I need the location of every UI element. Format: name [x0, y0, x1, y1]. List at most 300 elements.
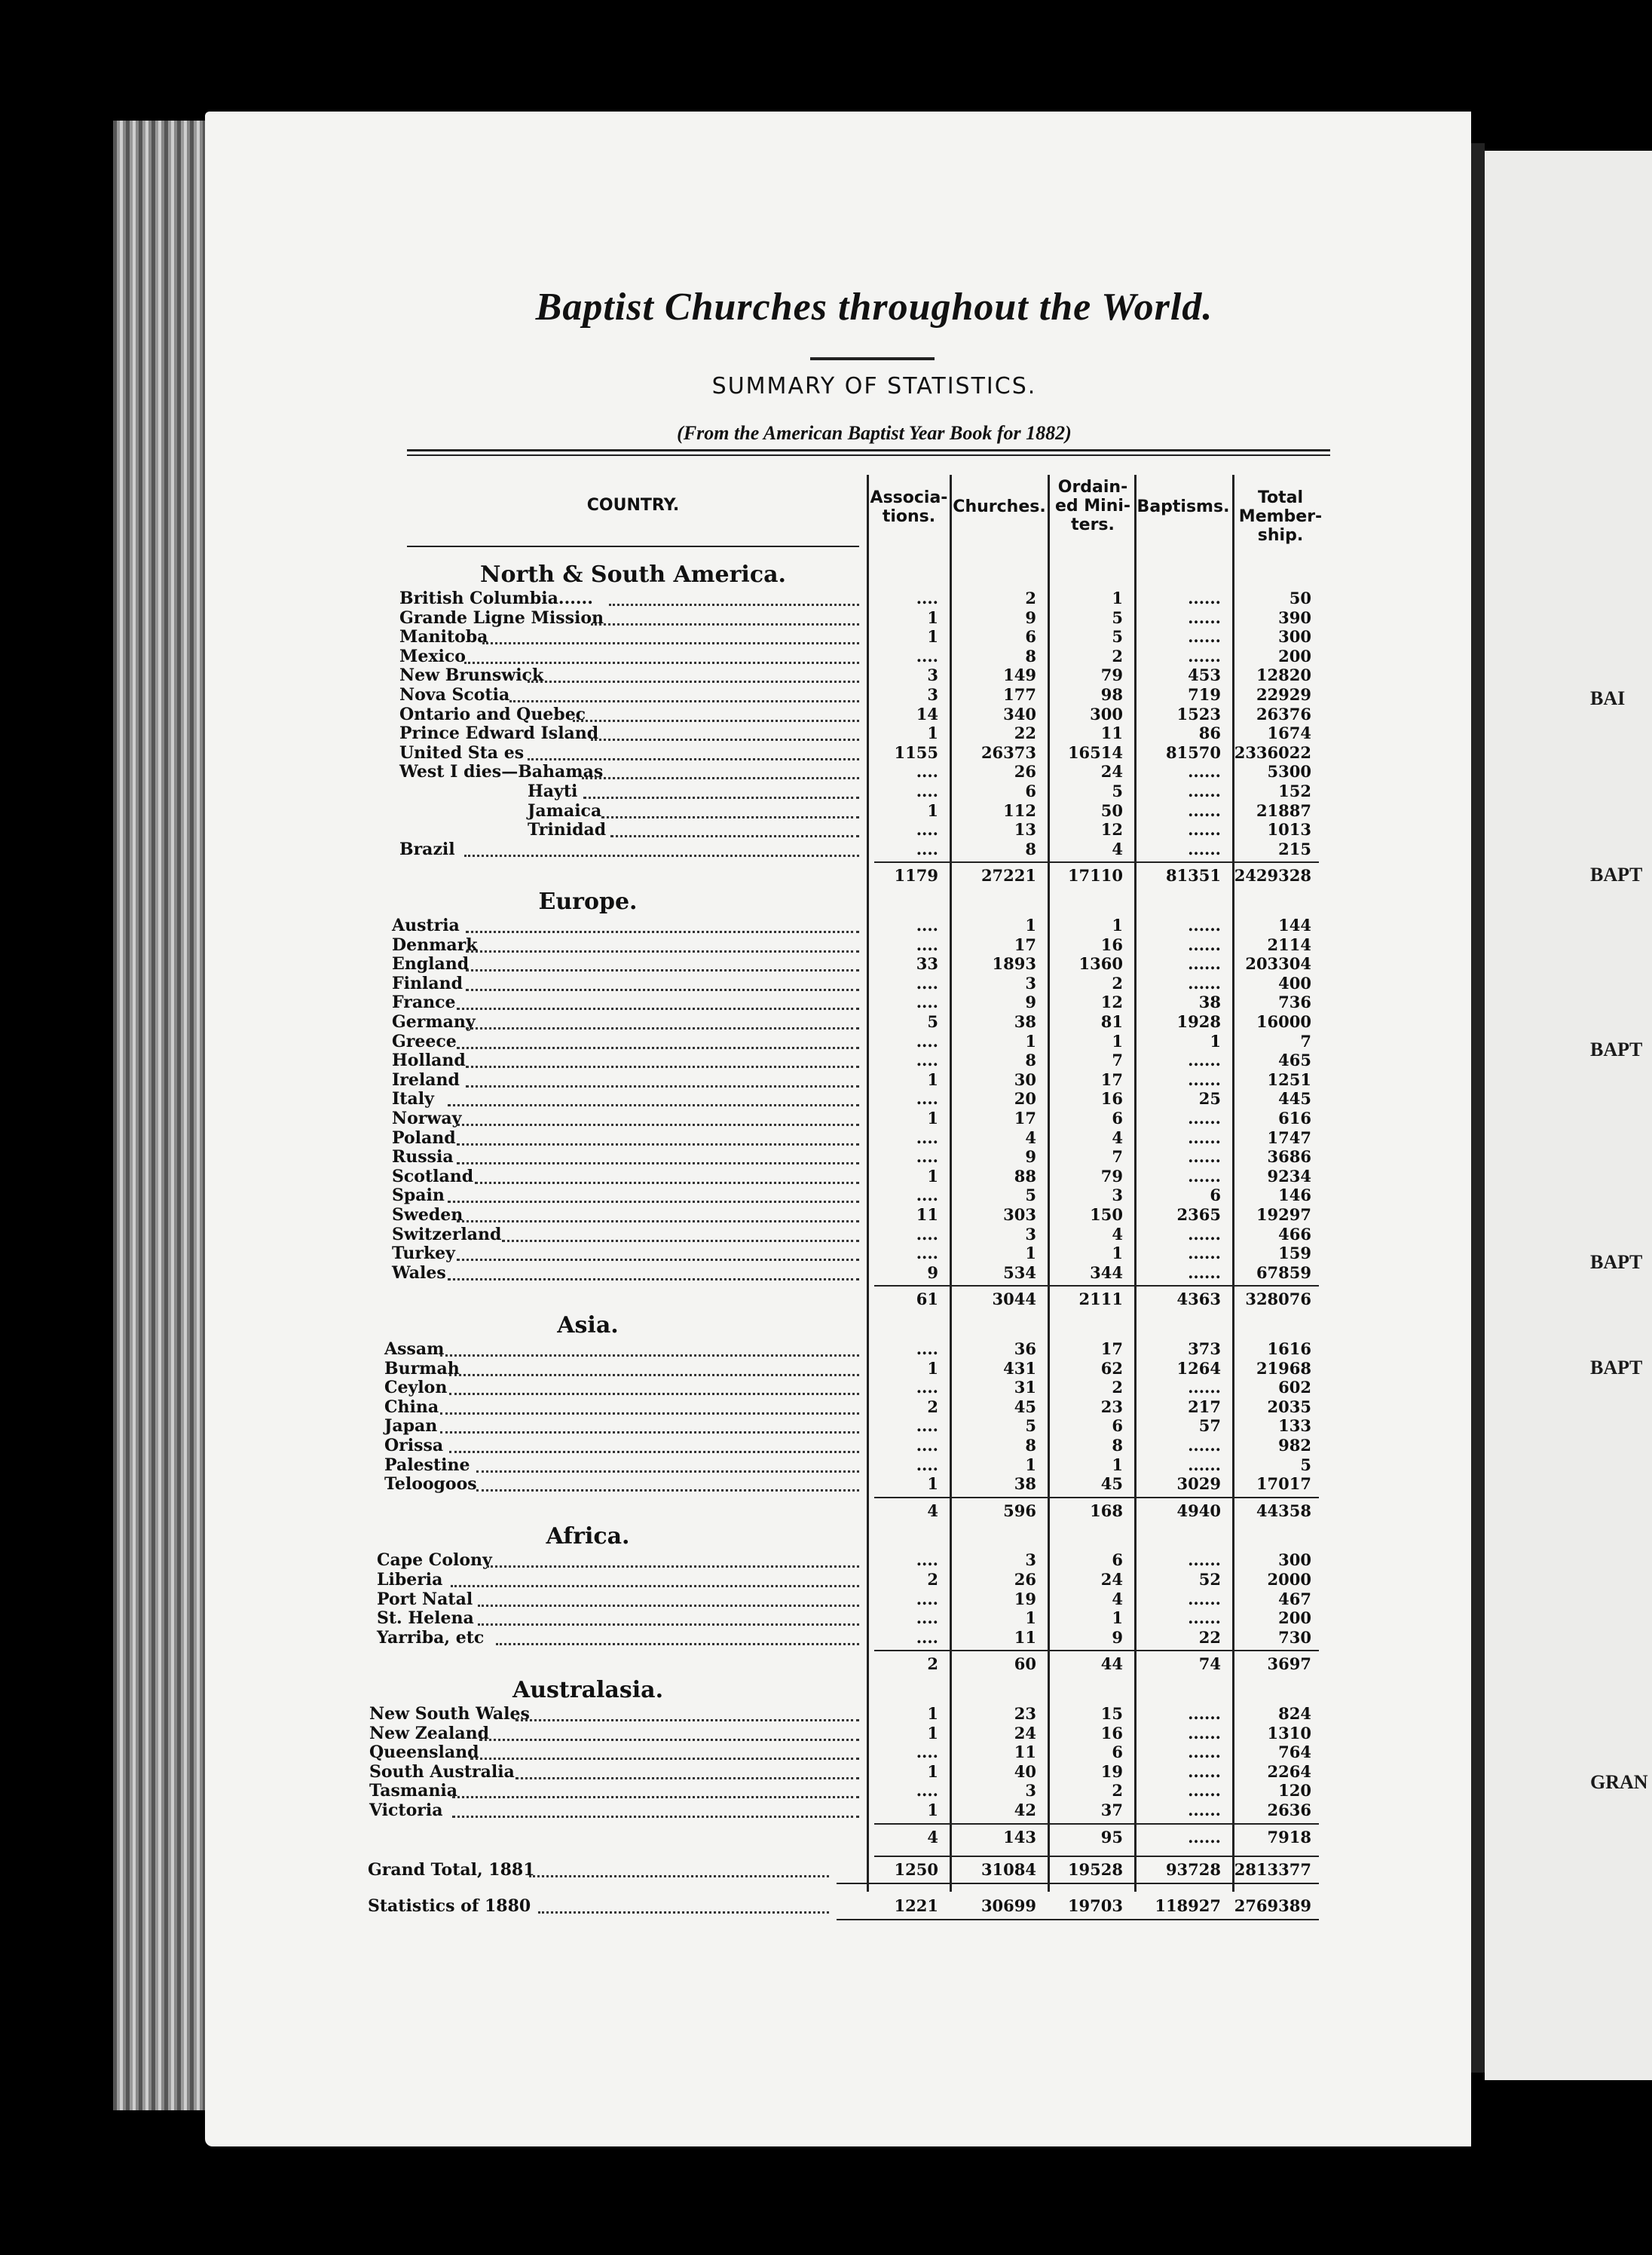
cell-m: 23 — [1100, 1397, 1123, 1416]
cell-m: 3 — [1112, 1186, 1123, 1205]
cell-t: 21887 — [1256, 800, 1311, 820]
cell-c: 3044 — [992, 1290, 1036, 1309]
page-title: Baptist Churches throughout the World. — [535, 286, 1213, 329]
cell-m: 16 — [1100, 935, 1123, 954]
cell-t: 982 — [1278, 1436, 1311, 1455]
cell-t: 400 — [1278, 973, 1311, 993]
cell-c: 1 — [1025, 1608, 1036, 1628]
cell-b: ...... — [1188, 589, 1221, 607]
cell-b: ...... — [1188, 1455, 1221, 1474]
cell-b: ...... — [1188, 1244, 1221, 1263]
cell-t: 2636 — [1267, 1801, 1311, 1819]
cell-b: 1 — [1210, 1031, 1221, 1051]
cell-c: 11 — [1014, 1742, 1036, 1762]
cell-m: 4 — [1112, 1224, 1123, 1244]
cell-c: 40 — [1014, 1761, 1036, 1781]
cell-c: 9 — [1025, 993, 1036, 1012]
cell-b: ...... — [1188, 1589, 1221, 1608]
adjacent-page-fragment: BAPT — [1590, 1357, 1643, 1378]
cell-c: 3 — [1025, 1224, 1036, 1244]
row-rule — [837, 1883, 1319, 1884]
cell-m: 4 — [1112, 839, 1123, 858]
country-name: Tasmania — [369, 1781, 458, 1801]
cell-c: 431 — [1003, 1358, 1036, 1378]
cell-b: ...... — [1188, 954, 1221, 974]
cell-a: 14 — [916, 704, 938, 724]
cell-m: 24 — [1100, 1570, 1123, 1589]
country-name: Port Natal — [377, 1589, 473, 1609]
country-name: Russia — [392, 1147, 454, 1167]
cell-c: 1893 — [992, 954, 1036, 974]
cell-m: 1 — [1112, 1031, 1123, 1051]
cell-c: 534 — [1003, 1262, 1036, 1282]
cell-b: 4363 — [1176, 1290, 1221, 1309]
cell-c: 88 — [1014, 1166, 1036, 1186]
cell-a: 1 — [927, 1761, 938, 1781]
cell-a: .... — [916, 1455, 938, 1474]
cell-b: ...... — [1188, 973, 1221, 993]
cell-a: .... — [916, 1378, 938, 1397]
cell-t: 730 — [1278, 1627, 1311, 1647]
cell-c: 45 — [1014, 1397, 1036, 1416]
cell-a: .... — [916, 1244, 938, 1263]
country-name: Finland — [392, 973, 463, 993]
cell-c: 27221 — [980, 866, 1036, 886]
cell-a: .... — [916, 1781, 938, 1801]
country-name: United Sta es — [399, 742, 525, 763]
cell-a: 1 — [927, 800, 938, 820]
cell-c: 3 — [1025, 1550, 1036, 1570]
table-top-rule — [407, 449, 1330, 451]
cell-m: 16514 — [1067, 742, 1123, 762]
cell-c: 38 — [1014, 1474, 1036, 1494]
cell-t: 390 — [1278, 607, 1311, 627]
cell-b: ...... — [1188, 762, 1221, 782]
cell-m: 16 — [1100, 1089, 1123, 1109]
cell-b: 1928 — [1176, 1012, 1221, 1031]
cell-t: 215 — [1278, 839, 1311, 858]
column-header-ministers: Ordain- ed Mini- ters. — [1054, 478, 1131, 534]
cell-t: 300 — [1278, 1550, 1311, 1570]
cell-a: .... — [916, 1627, 938, 1647]
cell-b: ...... — [1188, 1723, 1221, 1742]
cell-t: 200 — [1278, 1608, 1311, 1628]
cell-t: 300 — [1278, 627, 1311, 647]
cell-m: 6 — [1112, 1109, 1123, 1128]
cell-b: 93728 — [1165, 1860, 1221, 1880]
cell-a: .... — [916, 589, 938, 607]
cell-m: 1 — [1112, 1608, 1123, 1628]
cell-t: 44358 — [1256, 1501, 1311, 1520]
cell-b: 38 — [1198, 993, 1221, 1012]
country-name: Palestine — [384, 1455, 470, 1475]
country-name: Hayti — [528, 782, 578, 801]
cell-t: 1674 — [1267, 724, 1311, 743]
cell-b: 6 — [1210, 1186, 1221, 1205]
cell-c: 42 — [1014, 1801, 1036, 1819]
cell-a: 1250 — [894, 1860, 938, 1880]
row-rule — [837, 1919, 1319, 1920]
source-note: (From the American Baptist Year Book for 1882) — [677, 422, 1072, 444]
cell-c: 20 — [1014, 1089, 1036, 1109]
cell-c: 1 — [1025, 1031, 1036, 1051]
cell-b: 74 — [1198, 1654, 1221, 1674]
country-name: Orissa — [384, 1436, 444, 1455]
cell-b: 22 — [1198, 1627, 1221, 1647]
cell-t: 159 — [1278, 1244, 1311, 1263]
cell-t: 22929 — [1256, 685, 1311, 704]
country-name: Prince Edward Island — [399, 724, 599, 744]
cell-b: ...... — [1188, 1781, 1221, 1801]
cell-c: 30699 — [980, 1896, 1036, 1916]
country-name: Japan — [384, 1416, 438, 1437]
adjacent-page-fragment: BAI — [1590, 687, 1626, 709]
country-name: Burmah — [384, 1358, 460, 1378]
cell-c: 17 — [1014, 1109, 1036, 1128]
cell-b: ...... — [1188, 1166, 1221, 1186]
cell-b: 4940 — [1176, 1501, 1221, 1520]
cell-c: 112 — [1003, 800, 1036, 820]
table-top-rule-2 — [407, 454, 1330, 456]
book-page-edges — [113, 121, 211, 2110]
cell-t: 2114 — [1267, 935, 1311, 954]
cell-b: 86 — [1198, 724, 1221, 743]
cell-t: 16000 — [1256, 1012, 1311, 1031]
cell-a: 1 — [927, 1474, 938, 1494]
cell-a: .... — [916, 1051, 938, 1070]
cell-a: .... — [916, 993, 938, 1012]
cell-b: ...... — [1188, 1801, 1221, 1819]
cell-c: 143 — [1003, 1827, 1036, 1847]
cell-t: 824 — [1278, 1704, 1311, 1723]
cell-t: 144 — [1278, 916, 1311, 935]
cell-a: 33 — [916, 954, 938, 974]
cell-c: 1 — [1025, 1455, 1036, 1474]
cell-c: 340 — [1003, 704, 1036, 724]
country-name: Holland — [392, 1051, 466, 1071]
cell-a: 61 — [916, 1290, 938, 1309]
cell-c: 26 — [1014, 762, 1036, 782]
cell-t: 5 — [1300, 1455, 1311, 1474]
cell-m: 19528 — [1067, 1860, 1123, 1880]
country-name: South Australia — [369, 1761, 515, 1782]
cell-m: 1 — [1112, 1244, 1123, 1263]
cell-t: 7918 — [1267, 1827, 1311, 1847]
cell-c: 4 — [1025, 1128, 1036, 1147]
cell-b: ...... — [1188, 782, 1221, 800]
leader-dots — [496, 1623, 859, 1645]
subtotal-rule — [874, 1285, 1319, 1287]
cell-a: .... — [916, 839, 938, 858]
country-name: Denmark — [392, 935, 478, 955]
cell-c: 149 — [1003, 665, 1036, 685]
cell-a: .... — [916, 1416, 938, 1436]
cell-m: 79 — [1100, 665, 1123, 685]
country-name: France — [392, 993, 456, 1013]
cell-a: .... — [916, 1186, 938, 1205]
cell-a: 5 — [927, 1012, 938, 1031]
adjacent-page-fragment: BAPT — [1590, 1251, 1643, 1273]
cell-m: 2111 — [1078, 1290, 1123, 1309]
cell-m: 16 — [1100, 1723, 1123, 1742]
cell-b: ...... — [1188, 1436, 1221, 1455]
country-name: Cape Colony — [377, 1550, 492, 1571]
cell-m: 344 — [1090, 1262, 1123, 1282]
cell-b: ...... — [1188, 800, 1221, 820]
grand-total-rule — [874, 1856, 1319, 1857]
leader-dots — [529, 1856, 829, 1877]
adjacent-page-fragment: BAPT — [1590, 864, 1643, 886]
cell-b: ...... — [1188, 1069, 1221, 1089]
country-name: Turkey — [392, 1244, 455, 1264]
cell-a: .... — [916, 973, 938, 993]
cell-t: 152 — [1278, 782, 1311, 800]
cell-b: 1264 — [1176, 1358, 1221, 1378]
country-name: Victoria — [369, 1801, 443, 1820]
cell-m: 1 — [1112, 916, 1123, 935]
cell-t: 2264 — [1267, 1761, 1311, 1781]
cell-a: .... — [916, 1339, 938, 1358]
cell-a: 11 — [916, 1205, 938, 1224]
cell-b: 81351 — [1165, 866, 1221, 886]
subtotal-rule — [874, 861, 1319, 863]
country-name: Ceylon — [384, 1378, 448, 1398]
cell-c: 11 — [1014, 1627, 1036, 1647]
cell-a: .... — [916, 782, 938, 800]
cell-m: 5 — [1112, 607, 1123, 627]
cell-b: ...... — [1188, 1608, 1221, 1628]
cell-b: 719 — [1188, 685, 1221, 704]
country-name: Poland — [392, 1128, 456, 1148]
cell-b: 453 — [1188, 665, 1221, 685]
cell-m: 6 — [1112, 1550, 1123, 1570]
cell-t: 466 — [1278, 1224, 1311, 1244]
cell-t: 19297 — [1256, 1205, 1311, 1224]
cell-m: 37 — [1100, 1801, 1123, 1819]
cell-m: 7 — [1112, 1147, 1123, 1167]
cell-c: 60 — [1014, 1654, 1036, 1674]
column-header-churches: Churches. — [953, 497, 1046, 516]
cell-t: 3697 — [1267, 1654, 1311, 1674]
country-name: West I dies—Bahamas — [399, 762, 604, 782]
cell-t: 2336022 — [1234, 742, 1311, 762]
cell-a: 3 — [927, 665, 938, 685]
cell-m: 1 — [1112, 589, 1123, 607]
cell-a: 1 — [927, 1166, 938, 1186]
cell-c: 1 — [1025, 916, 1036, 935]
cell-m: 45 — [1100, 1474, 1123, 1494]
column-header-baptisms: Baptisms. — [1137, 497, 1230, 516]
country-name: Manitoba — [399, 627, 488, 647]
cell-a: 9 — [927, 1262, 938, 1282]
cell-c: 38 — [1014, 1012, 1036, 1031]
cell-a: .... — [916, 916, 938, 935]
cell-a: .... — [916, 1742, 938, 1762]
cell-m: 24 — [1100, 762, 1123, 782]
country-name: Trinidad — [528, 820, 607, 840]
subtotal-rule — [874, 1497, 1319, 1498]
adjacent-page-fragment: BAPT — [1590, 1039, 1643, 1060]
country-name: Jamaica — [528, 800, 602, 821]
cell-t: 602 — [1278, 1378, 1311, 1397]
cell-a: .... — [916, 820, 938, 840]
cell-b: ...... — [1188, 1704, 1221, 1723]
country-name: British Columbia...... — [399, 589, 593, 608]
country-name: Greece — [392, 1031, 457, 1051]
cell-m: 12 — [1100, 993, 1123, 1012]
country-name: Queensland — [369, 1742, 479, 1763]
cell-b: ...... — [1188, 1147, 1221, 1167]
book-spine — [1471, 143, 1485, 2073]
cell-m: 4 — [1112, 1589, 1123, 1608]
leader-dots — [464, 835, 859, 857]
cell-c: 5 — [1025, 1186, 1036, 1205]
country-name: Austria — [392, 916, 460, 935]
cell-c: 3 — [1025, 1781, 1036, 1801]
cell-t: 3686 — [1267, 1147, 1311, 1167]
cell-m: 6 — [1112, 1742, 1123, 1762]
cell-c: 24 — [1014, 1723, 1036, 1742]
cell-c: 17 — [1014, 935, 1036, 954]
cell-a: 1179 — [894, 866, 938, 886]
cell-m: 15 — [1100, 1704, 1123, 1723]
cell-a: .... — [916, 1608, 938, 1628]
cell-c: 6 — [1025, 782, 1036, 800]
column-header-members: Total Member- ship. — [1238, 488, 1323, 545]
cell-c: 36 — [1014, 1339, 1036, 1358]
cell-m: 62 — [1100, 1358, 1123, 1378]
country-name: Mexico — [399, 646, 466, 666]
cell-a: 4 — [927, 1827, 938, 1847]
country-name: Italy — [392, 1089, 434, 1109]
cell-a: .... — [916, 1224, 938, 1244]
cell-b: ...... — [1188, 1761, 1221, 1781]
leader-dots — [476, 1470, 859, 1492]
cell-a: .... — [916, 1589, 938, 1608]
cell-t: 2429328 — [1234, 866, 1311, 886]
cell-a: 1 — [927, 1801, 938, 1819]
cell-a: 1 — [927, 724, 938, 743]
cell-a: .... — [916, 646, 938, 665]
cell-c: 31084 — [980, 1860, 1036, 1880]
cell-t: 2813377 — [1234, 1860, 1311, 1880]
cell-t: 467 — [1278, 1589, 1311, 1608]
cell-m: 17 — [1100, 1339, 1123, 1358]
cell-a: 1 — [927, 607, 938, 627]
cell-m: 5 — [1112, 627, 1123, 647]
country-name: Assam — [384, 1339, 445, 1359]
subtotal-rule — [874, 1823, 1319, 1825]
cell-c: 13 — [1014, 820, 1036, 840]
cell-m: 1 — [1112, 1455, 1123, 1474]
country-name: Norway — [392, 1109, 462, 1128]
cell-m: 17110 — [1067, 866, 1123, 886]
cell-t: 133 — [1278, 1416, 1311, 1436]
cell-a: .... — [916, 1031, 938, 1051]
cell-b: ...... — [1188, 820, 1221, 840]
cell-b: 25 — [1198, 1089, 1221, 1109]
cell-t: 328076 — [1245, 1290, 1311, 1309]
cell-m: 12 — [1100, 820, 1123, 840]
cell-b: 3029 — [1176, 1474, 1221, 1494]
column-header-country: COUNTRY. — [586, 496, 680, 515]
section-heading: Asia. — [557, 1312, 619, 1339]
cell-t: 5300 — [1267, 762, 1311, 782]
cell-t: 1747 — [1267, 1128, 1311, 1147]
subtotal-rule — [874, 1650, 1319, 1651]
cell-t: 21968 — [1256, 1358, 1311, 1378]
cell-m: 168 — [1090, 1501, 1123, 1520]
title-rule — [810, 357, 935, 360]
adjacent-page-fragment: GRAN — [1590, 1771, 1648, 1793]
cell-t: 146 — [1278, 1186, 1311, 1205]
cell-a: 1221 — [894, 1896, 938, 1916]
country-name: Germany — [392, 1012, 476, 1032]
cell-m: 2 — [1112, 973, 1123, 993]
cell-t: 7 — [1300, 1031, 1311, 1051]
cell-t: 764 — [1278, 1742, 1311, 1762]
cell-c: 26373 — [980, 742, 1036, 762]
cell-m: 1360 — [1078, 954, 1123, 974]
cell-m: 50 — [1100, 800, 1123, 820]
grand-total-label: Grand Total, 1881 — [368, 1860, 535, 1880]
cell-m: 5 — [1112, 782, 1123, 800]
cell-t: 445 — [1278, 1089, 1311, 1109]
page-subtitle: SUMMARY OF STATISTICS. — [711, 373, 1037, 399]
cell-m: 19 — [1100, 1761, 1123, 1781]
cell-c: 1 — [1025, 1244, 1036, 1263]
country-name: Sweden — [392, 1205, 463, 1225]
country-name: Yarriba, etc — [377, 1627, 485, 1648]
cell-a: 2 — [927, 1654, 938, 1674]
cell-t: 1616 — [1267, 1339, 1311, 1358]
country-name: New South Wales — [369, 1704, 530, 1724]
cell-a: 1 — [927, 1704, 938, 1723]
cell-a: .... — [916, 1147, 938, 1167]
country-name: Ireland — [392, 1069, 460, 1090]
cell-m: 2 — [1112, 1378, 1123, 1397]
cell-m: 11 — [1100, 724, 1123, 743]
column-header-associations: Associa- tions. — [870, 488, 948, 526]
cell-c: 23 — [1014, 1704, 1036, 1723]
cell-m: 300 — [1090, 704, 1123, 724]
cell-t: 465 — [1278, 1051, 1311, 1070]
leader-dots — [448, 1259, 859, 1280]
cell-m: 8 — [1112, 1436, 1123, 1455]
section-heading: North & South America. — [480, 561, 786, 588]
cell-b: ...... — [1188, 1378, 1221, 1397]
cell-m: 2 — [1112, 1781, 1123, 1801]
cell-c: 9 — [1025, 607, 1036, 627]
cell-a: .... — [916, 762, 938, 782]
cell-a: .... — [916, 1089, 938, 1109]
cell-c: 3 — [1025, 973, 1036, 993]
country-name: Ontario and Quebec — [399, 704, 586, 724]
country-name: New Brunswick — [399, 665, 544, 686]
cell-b: ...... — [1188, 1109, 1221, 1128]
leader-dots — [538, 1892, 829, 1914]
cell-b: ...... — [1188, 1742, 1221, 1762]
cell-c: 26 — [1014, 1570, 1036, 1589]
cell-m: 17 — [1100, 1069, 1123, 1089]
leader-dots — [452, 1796, 859, 1818]
cell-b: 373 — [1188, 1339, 1221, 1358]
section-heading: Australasia. — [512, 1677, 664, 1703]
country-name: Liberia — [377, 1570, 443, 1590]
cell-t: 1310 — [1267, 1723, 1311, 1742]
cell-t: 2769389 — [1234, 1896, 1311, 1916]
cell-t: 17017 — [1256, 1474, 1311, 1494]
